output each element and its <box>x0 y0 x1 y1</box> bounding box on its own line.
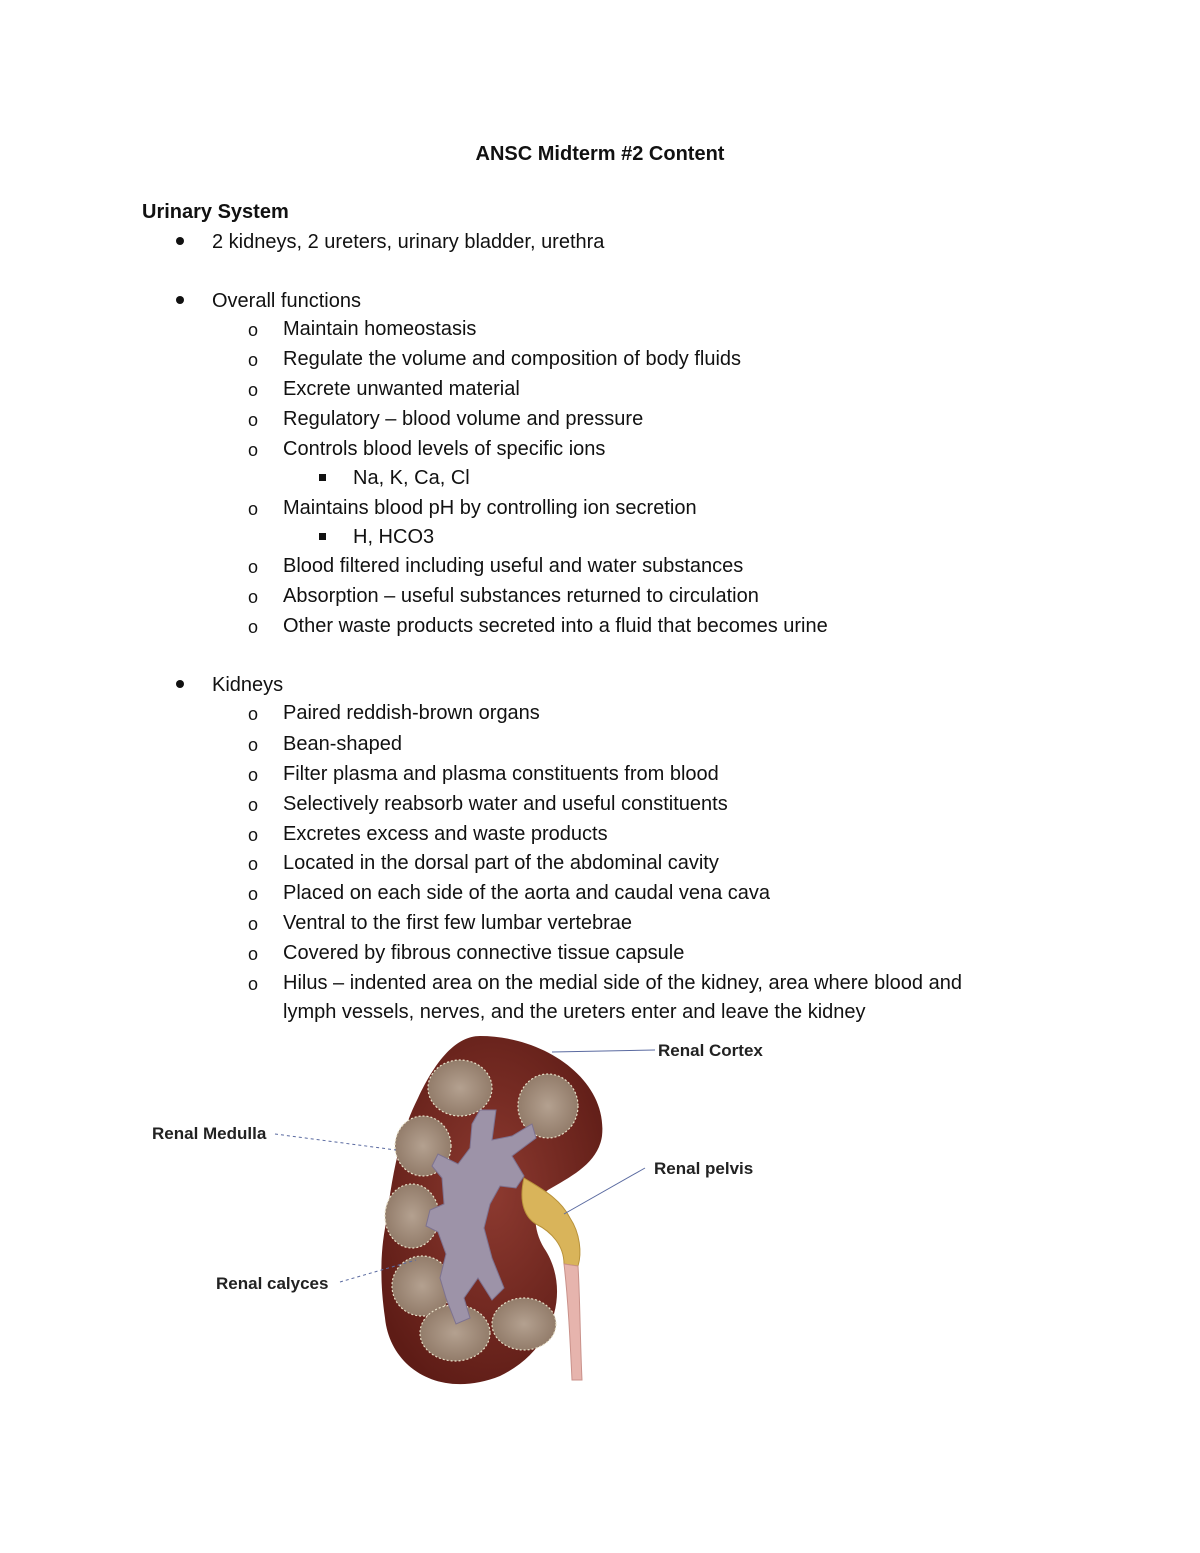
list-item-continuation: lymph vessels, nerves, and the ureters enter and leave the kidney <box>283 1001 866 1023</box>
list-item: Placed on each side of the aorta and caudal vena cava <box>283 882 771 904</box>
bullet-circle: o <box>248 617 259 637</box>
list-item: Maintain homeostasis <box>283 318 477 340</box>
ureter-shape <box>564 1264 582 1380</box>
bullet-circle: o <box>248 440 259 460</box>
label-renal-pelvis: Renal pelvis <box>654 1159 754 1178</box>
bullet-circle: o <box>248 350 259 370</box>
bullet-circle: o <box>248 380 259 400</box>
bullet-circle: o <box>248 557 259 577</box>
list-item: Controls blood levels of specific ions <box>283 438 606 460</box>
bullet-circle: o <box>248 735 259 755</box>
bullet-circle: o <box>248 884 259 904</box>
list-item: Excrete unwanted material <box>283 378 520 400</box>
label-renal-calyces: Renal calyces <box>216 1274 329 1293</box>
list-item: Na, K, Ca, Cl <box>353 467 470 489</box>
bullet-circle: o <box>248 944 259 964</box>
list-item: Located in the dorsal part of the abdominal cavity <box>283 852 719 874</box>
bullet-dot <box>176 237 184 245</box>
bullet-circle: o <box>248 765 259 785</box>
list-item: Regulatory – blood volume and pressure <box>283 408 644 430</box>
list-item: H, HCO3 <box>353 526 435 548</box>
list-item: Filter plasma and plasma constituents from blood <box>283 763 719 785</box>
list-item: Blood filtered including useful and water substances <box>283 555 744 577</box>
bullet-circle: o <box>248 825 259 845</box>
bullet-circle: o <box>248 704 259 724</box>
bullet-circle: o <box>248 499 259 519</box>
list-item: Regulate the volume and composition of body fluids <box>283 348 742 370</box>
list-item: Absorption – useful substances returned to circulation <box>283 585 759 607</box>
list-item: Hilus – indented area on the medial side of the kidney, area where blood and <box>283 972 962 994</box>
bullet-square <box>319 474 326 481</box>
bullet-circle: o <box>248 914 259 934</box>
bullet-square <box>319 533 326 540</box>
list-item: Selectively reabsorb water and useful constituents <box>283 793 728 815</box>
bullet-circle: o <box>248 974 259 994</box>
document-title: ANSC Midterm #2 Content <box>475 143 725 165</box>
bullet-dot <box>176 680 184 688</box>
bullet-dot <box>176 296 184 304</box>
list-item: Excretes excess and waste products <box>283 823 608 845</box>
bullet-circle: o <box>248 587 259 607</box>
kidney-diagram <box>140 1028 800 1388</box>
bullet-circle: o <box>248 410 259 430</box>
bullet-circle: o <box>248 795 259 815</box>
bullet-circle: o <box>248 320 259 340</box>
bullet-circle: o <box>248 854 259 874</box>
list-item: Ventral to the first few lumbar vertebrae <box>283 912 633 934</box>
list-item: Bean-shaped <box>283 733 402 755</box>
list-item: Paired reddish-brown organs <box>283 702 540 724</box>
list-item: Overall functions <box>212 290 361 312</box>
label-renal-cortex: Renal Cortex <box>658 1041 763 1060</box>
list-item: Other waste products secreted into a fluid that becomes urine <box>283 615 828 637</box>
label-renal-medulla: Renal Medulla <box>152 1124 267 1143</box>
list-item: 2 kidneys, 2 ureters, urinary bladder, urethra <box>212 231 605 253</box>
section-heading-urinary-system: Urinary System <box>142 201 289 223</box>
list-item: Kidneys <box>212 674 284 696</box>
list-item: Covered by fibrous connective tissue capsule <box>283 942 685 964</box>
list-item: Maintains blood pH by controlling ion secretion <box>283 497 697 519</box>
